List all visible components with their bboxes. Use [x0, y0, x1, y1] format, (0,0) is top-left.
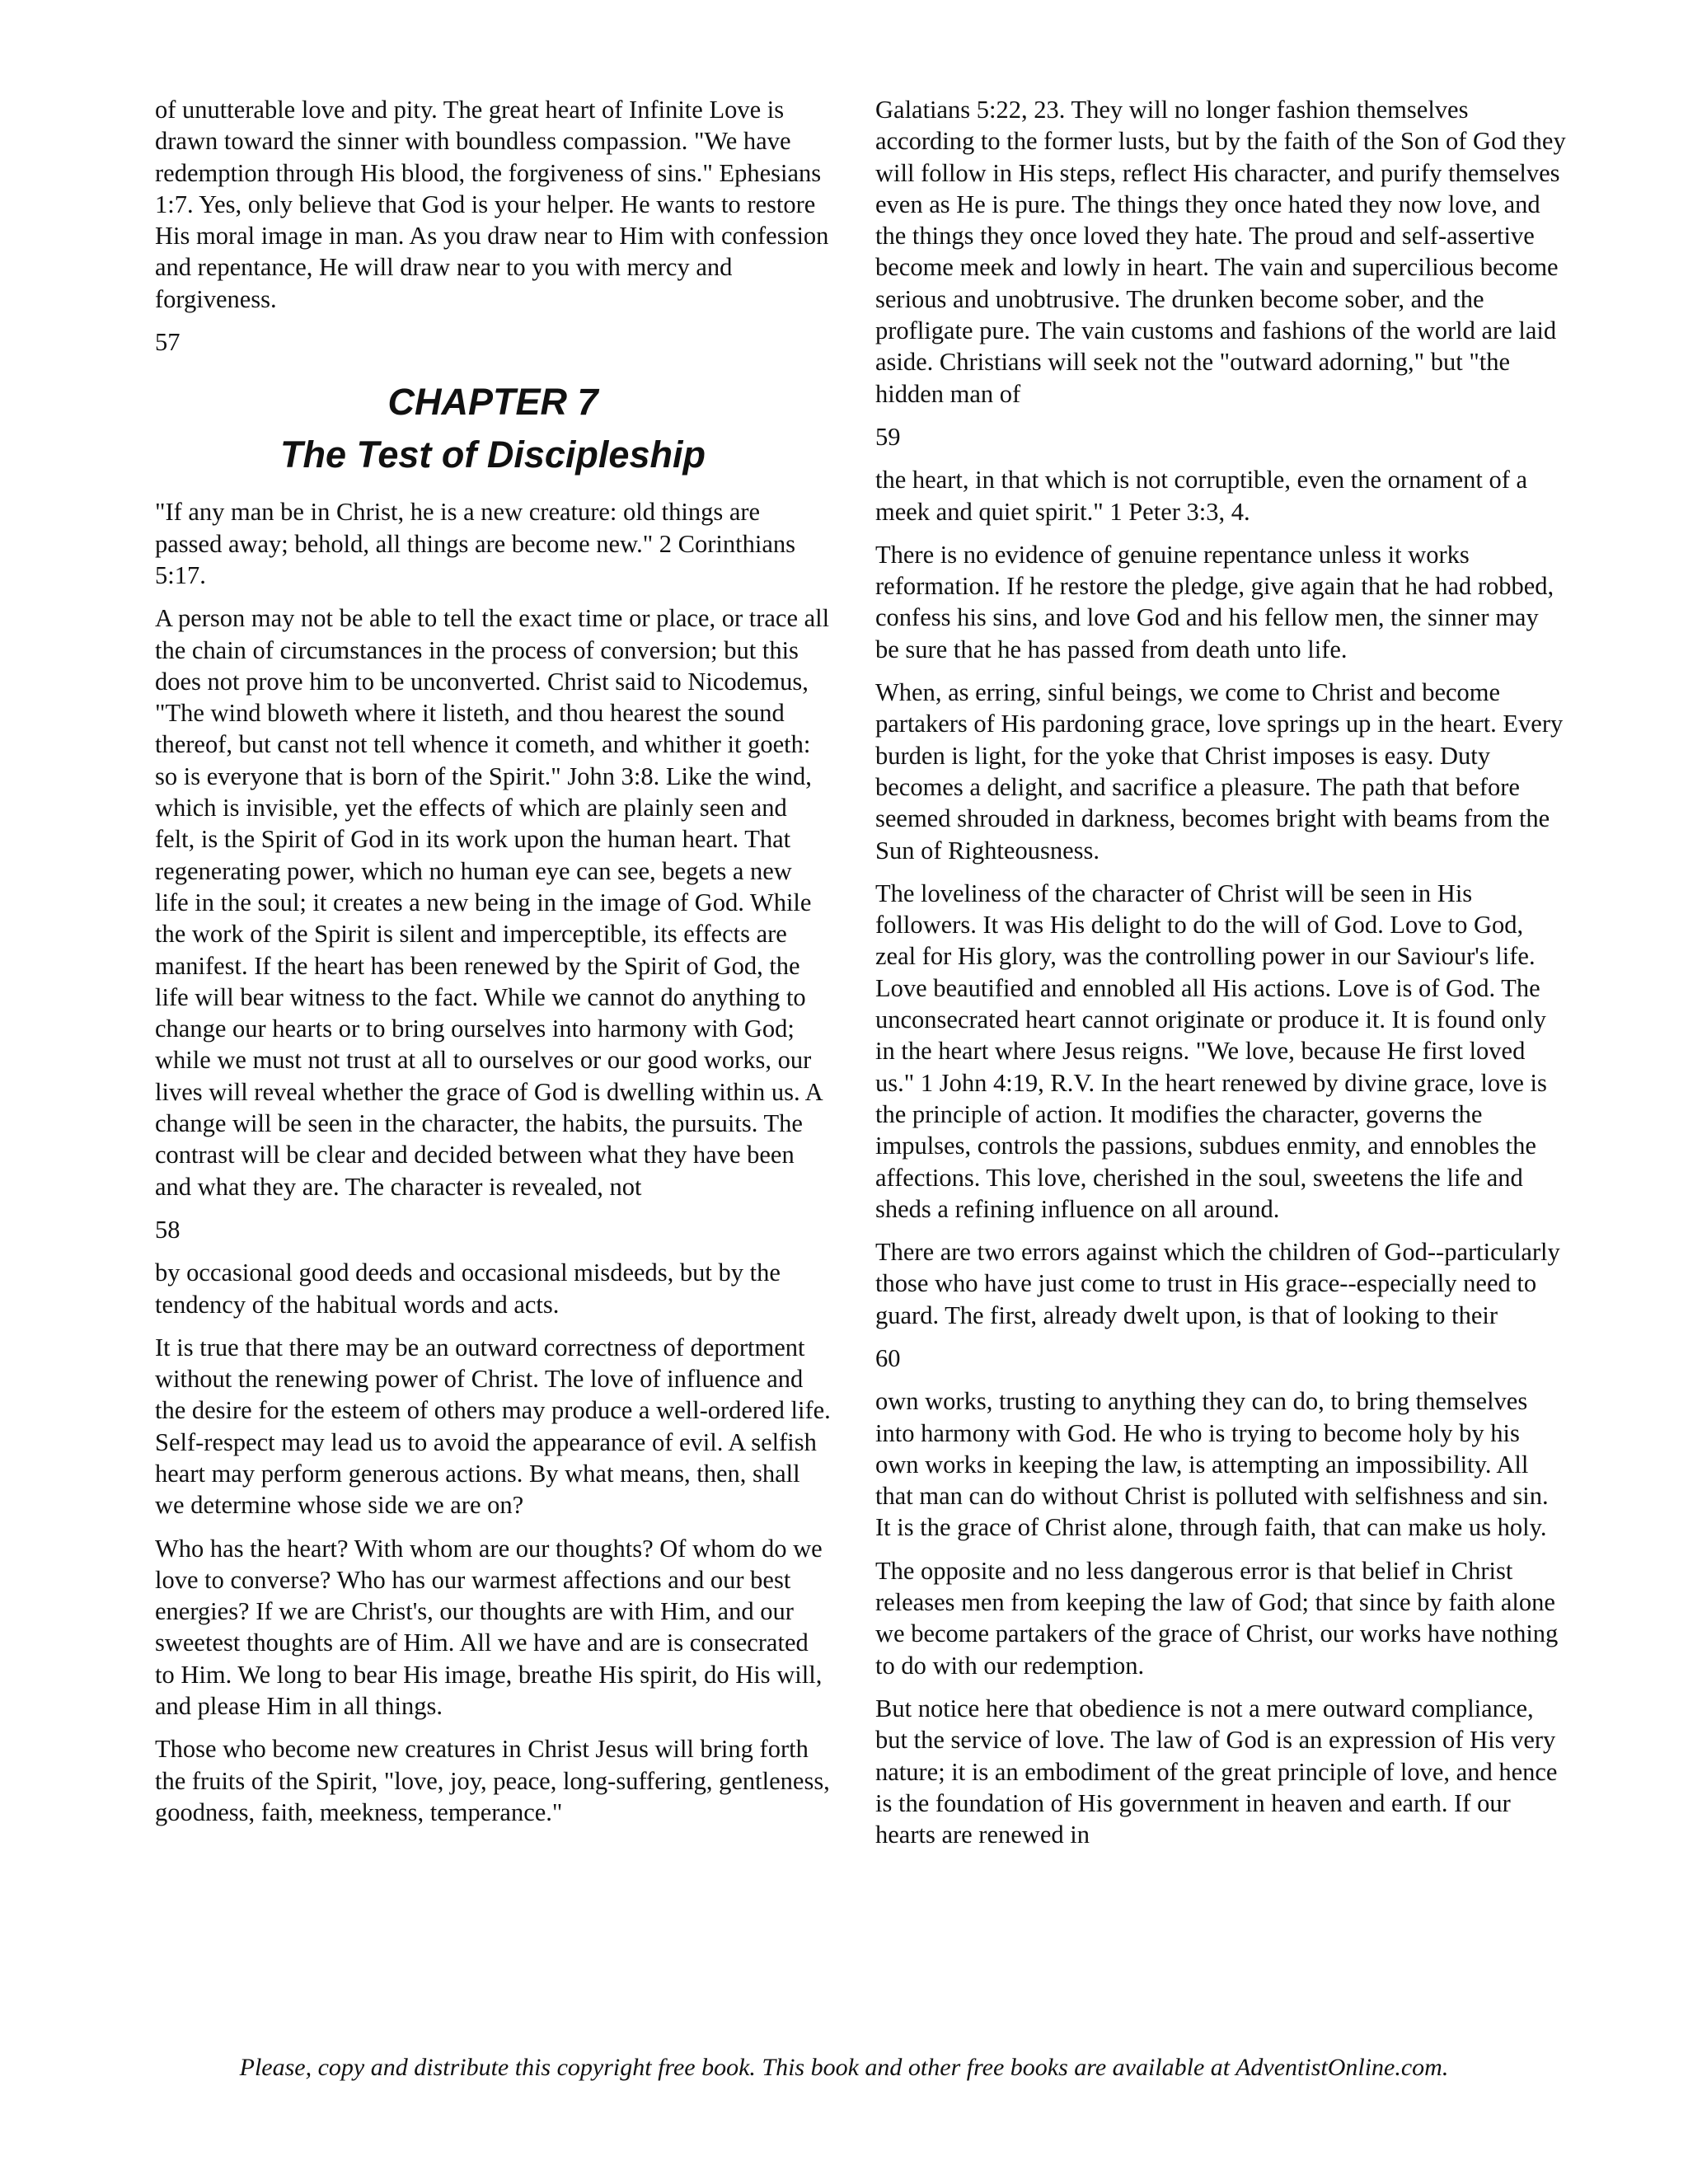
- paragraph: Those who become new creatures in Christ Jesus will bring forth the fruits of the Spirit, "love, joy, peace, long-suffering, gentleness, goodness, faith, meekness, temperance.": [155, 1735, 830, 1826]
- paragraph: the heart, in that which is not corruptible, even the ornament of a meek and quiet spirit." 1 Peter 3:3, 4.: [875, 466, 1528, 526]
- paragraph: "If any man be in Christ, he is a new creature: old things are passed away; behold, all things are become new." 2 Corinthians 5:17.: [155, 498, 796, 589]
- right-column: [875, 94, 1568, 1862]
- paragraph: The opposite and no less dangerous error is that belief in Christ releases men from keeping the law of God; that since by faith alone we become partakers of the grace of Christ, our works have nothing to do with our redemption.: [875, 1556, 1559, 1680]
- paragraph: It is true that there may be an outward correctness of deportment without the renewing power of Christ. The love of influence and the desire for the esteem of others may produce a well-ordered life. Self-respect may lead us to avoid the appearance of evil. A selfish heart may perform generous actions. By what means, then, shall we determine whose side we are on?: [155, 1333, 831, 1520]
- page-number: 59: [875, 422, 901, 451]
- paragraph: There is no evidence of genuine repentance unless it works reformation. If he restore the pledge, give again that he had robbed, confess his sins, and love God and his fellow men, the sinner may be sure that he has passed from death unto life.: [875, 540, 1554, 663]
- paragraph: by occasional good deeds and occasional misdeeds, but by the tendency of the habitual words and acts.: [155, 1258, 781, 1319]
- footer-note: Please, copy and distribute this copyright free book. This book and other free books are available at AdventistOnline.com.: [239, 2054, 1449, 2081]
- page-number: 58: [155, 1215, 181, 1244]
- left-column: [155, 94, 831, 1840]
- page-number: 60: [875, 1343, 901, 1372]
- paragraph: When, as erring, sinful beings, we come to Christ and become partakers of His pardoning grace, love springs up in the heart. Every burden is light, for the yoke that Christ imposes is easy. Duty becomes a delight, and sacrifice a pleasure. The path that before seemed shrouded in darkness, becomes bright with beams from the Sun of Righteousness.: [875, 678, 1564, 865]
- paragraph: of unutterable love and pity. The great heart of Infinite Love is drawn toward the sinner with boundless compassion. "We have redemption through His blood, the forgiveness of sins." Ephesians 1:7. Yes, only believe that God is your helper. He wants to restore His moral image in man. As you draw near to Him with confession and repentance, He will draw near to you with mercy and forgiveness.: [155, 96, 829, 313]
- paragraph: own works, trusting to anything they can do, to bring themselves into harmony with God. He who is trying to become holy by his own works in keeping the law, is attempting an impossibility. All that man can do without Christ is polluted with selfishness and sin. It is the grace of Christ alone, through faith, that can make us holy.: [875, 1387, 1549, 1542]
- chapter-title: The Test of Discipleship: [280, 434, 706, 476]
- page-number: 57: [155, 328, 181, 357]
- paragraph: Who has the heart? With whom are our thoughts? Of whom do we love to converse? Who has our warmest affections and our best energies? If we are Christ's, our thoughts are with Him, and our sweetest thoughts are of Him. All we have and are is consecrated to Him. We long to bear His image, breathe His spirit, do His will, and please Him in all things.: [155, 1534, 823, 1721]
- paragraph: The loveliness of the character of Christ will be seen in His followers. It was His delight to do the will of God. Love to God, zeal for His glory, was the controlling power in our Saviour's life. Love beautified and ennobled all His actions. Love is of God. The unconsecrated heart cannot originate or produce it. It is found only in the heart where Jesus reigns. "We love, because He first loved us." 1 John 4:19, R.V. In the heart renewed by divine grace, love is the principle of action. It modifies the character, governs the impulses, controls the passions, subdues enmity, and ennobles the affections. This love, cherished in the soul, sweetens the life and sheds a refining influence on all around.: [875, 879, 1547, 1223]
- paragraph: A person may not be able to tell the exact time or place, or trace all the chain of circumstances in the process of conversion; but this does not prove him to be unconverted. Christ said to Nicodemus, "The wind bloweth where it listeth, and thou hearest the sound thereof, but canst not tell whence it cometh, and whither it goeth: so is everyone that is born of the Spirit." John 3:8. Like the wind, which is invisible, yet the effects of which are plainly seen and felt, is the Spirit of God in its work upon the human heart. That regenerating power, which no human eye can see, begets a new life in the soul; it creates a new being in the image of God. While the work of the Spirit is silent and imperceptible, its effects are manifest. If the heart has been renewed by the Spirit of God, the life will bear witness to the fact. While we cannot do anything to change our hearts or to bring ourselves into harmony with God; while we must not trust at all to ourselves or our good works, our lives will reveal whether the grace of God is dwelling within us. A change will be seen in the character, the habits, the pursuits. The contrast will be clear and decided between what they have been and what they are. The character is revealed, not: [155, 604, 830, 1201]
- paragraph: Galatians 5:22, 23. They will no longer fashion themselves according to the former lusts, but by the faith of the Son of God they will follow in His steps, reflect His character, and purify themselves even as He is pure. The things they once hated they now love, and the things they once loved they hate. The proud and self-assertive become meek and lowly in heart. The vain and supercilious become serious and unobtrusive. The drunken become sober, and the profligate pure. The vain customs and fashions of the world are laid aside. Christians will seek not the "outward adorning," but "the hidden man of: [875, 96, 1566, 408]
- paragraph: But notice here that obedience is not a mere outward compliance, but the service of love. The law of God is an expression of His very nature; it is an embodiment of the great principle of love, and hence is the foundation of His government in heaven and earth. If our hearts are renewed in: [875, 1694, 1558, 1849]
- paragraph: There are two errors against which the children of God--particularly those who have just come to trust in His grace--especially need to guard. The first, already dwelt upon, is that of looking to their: [875, 1238, 1560, 1329]
- chapter-label: CHAPTER 7: [387, 381, 598, 424]
- chapter-heading: [155, 376, 831, 481]
